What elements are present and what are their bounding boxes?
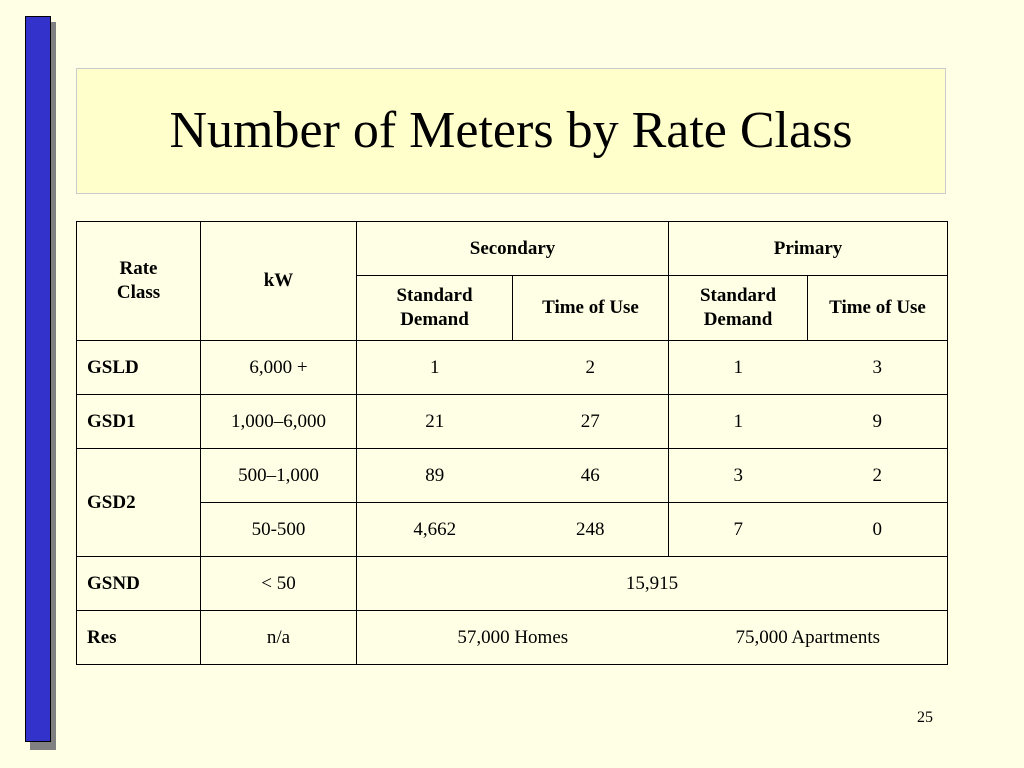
secondary-tou-value: 2 [585, 356, 595, 378]
rate-class-cell: GSND [77, 557, 201, 611]
apartments-count: 75,000 Apartments [735, 626, 881, 648]
primary-cell [669, 341, 948, 395]
secondary-cell [357, 449, 669, 503]
residential-meters-cell [357, 611, 948, 665]
table-row-gsd2-b [77, 503, 948, 557]
table-row-gsnd [77, 557, 948, 611]
primary-tou-value: 3 [872, 356, 883, 378]
header-rate-class [77, 222, 201, 341]
side-accent-bar [25, 16, 51, 742]
secondary-standard-value: 21 [425, 410, 445, 432]
header-secondary-standard-demand [357, 276, 513, 341]
kw-cell: 1,000–6,000 [201, 395, 357, 449]
secondary-tou-value: 248 [576, 518, 605, 540]
primary-standard-value: 7 [733, 518, 743, 540]
primary-tou-value: 9 [872, 410, 883, 432]
header-secondary-time-of-use: Time of Use [513, 276, 669, 341]
table-row-gsld [77, 341, 948, 395]
homes-count: 57,000 Homes [457, 626, 569, 648]
header-secondary-standard-demand-label: Standard Demand [396, 285, 473, 330]
header-primary-standard-demand-label: Standard Demand [699, 285, 777, 330]
primary-cell [669, 395, 948, 449]
title-box [76, 68, 946, 194]
header-primary-time-of-use: Time of Use [808, 276, 948, 341]
primary-tou-value: 0 [872, 518, 883, 540]
secondary-tou-value: 27 [580, 410, 600, 432]
secondary-standard-value: 4,662 [413, 518, 457, 540]
primary-cell [669, 449, 948, 503]
primary-cell [669, 503, 948, 557]
page-number: 25 [917, 709, 933, 726]
primary-standard-value: 1 [733, 410, 743, 432]
slide-title: Number of Meters by Rate Class [169, 102, 853, 159]
table-row-gsd1 [77, 395, 948, 449]
header-secondary: Secondary [357, 222, 669, 276]
secondary-tou-value: 46 [580, 464, 600, 486]
header-rate-class-label: Rate Class [116, 258, 161, 303]
secondary-standard-value: 89 [425, 464, 445, 486]
header-row-1 [77, 222, 948, 276]
kw-cell: < 50 [201, 557, 357, 611]
secondary-cell [357, 341, 669, 395]
primary-standard-value: 3 [733, 464, 743, 486]
table-row-res [77, 611, 948, 665]
rate-class-cell: GSLD [77, 341, 201, 395]
header-primary-standard-demand [669, 276, 808, 341]
table-row-gsd2-a [77, 449, 948, 503]
primary-standard-value: 1 [733, 356, 743, 378]
rate-class-cell: GSD1 [77, 395, 201, 449]
rate-class-cell: Res [77, 611, 201, 665]
header-kw: kW [201, 222, 357, 341]
header-primary: Primary [669, 222, 948, 276]
secondary-cell [357, 503, 669, 557]
secondary-cell [357, 395, 669, 449]
secondary-standard-value: 1 [430, 356, 440, 378]
kw-cell: n/a [201, 611, 357, 665]
rate-class-cell: GSD2 [77, 449, 201, 557]
kw-cell: 50-500 [201, 503, 357, 557]
primary-tou-value: 2 [872, 464, 883, 486]
kw-cell: 6,000 + [201, 341, 357, 395]
total-meters-cell: 15,915 [357, 557, 948, 611]
meters-table [76, 221, 948, 665]
kw-cell: 500–1,000 [201, 449, 357, 503]
